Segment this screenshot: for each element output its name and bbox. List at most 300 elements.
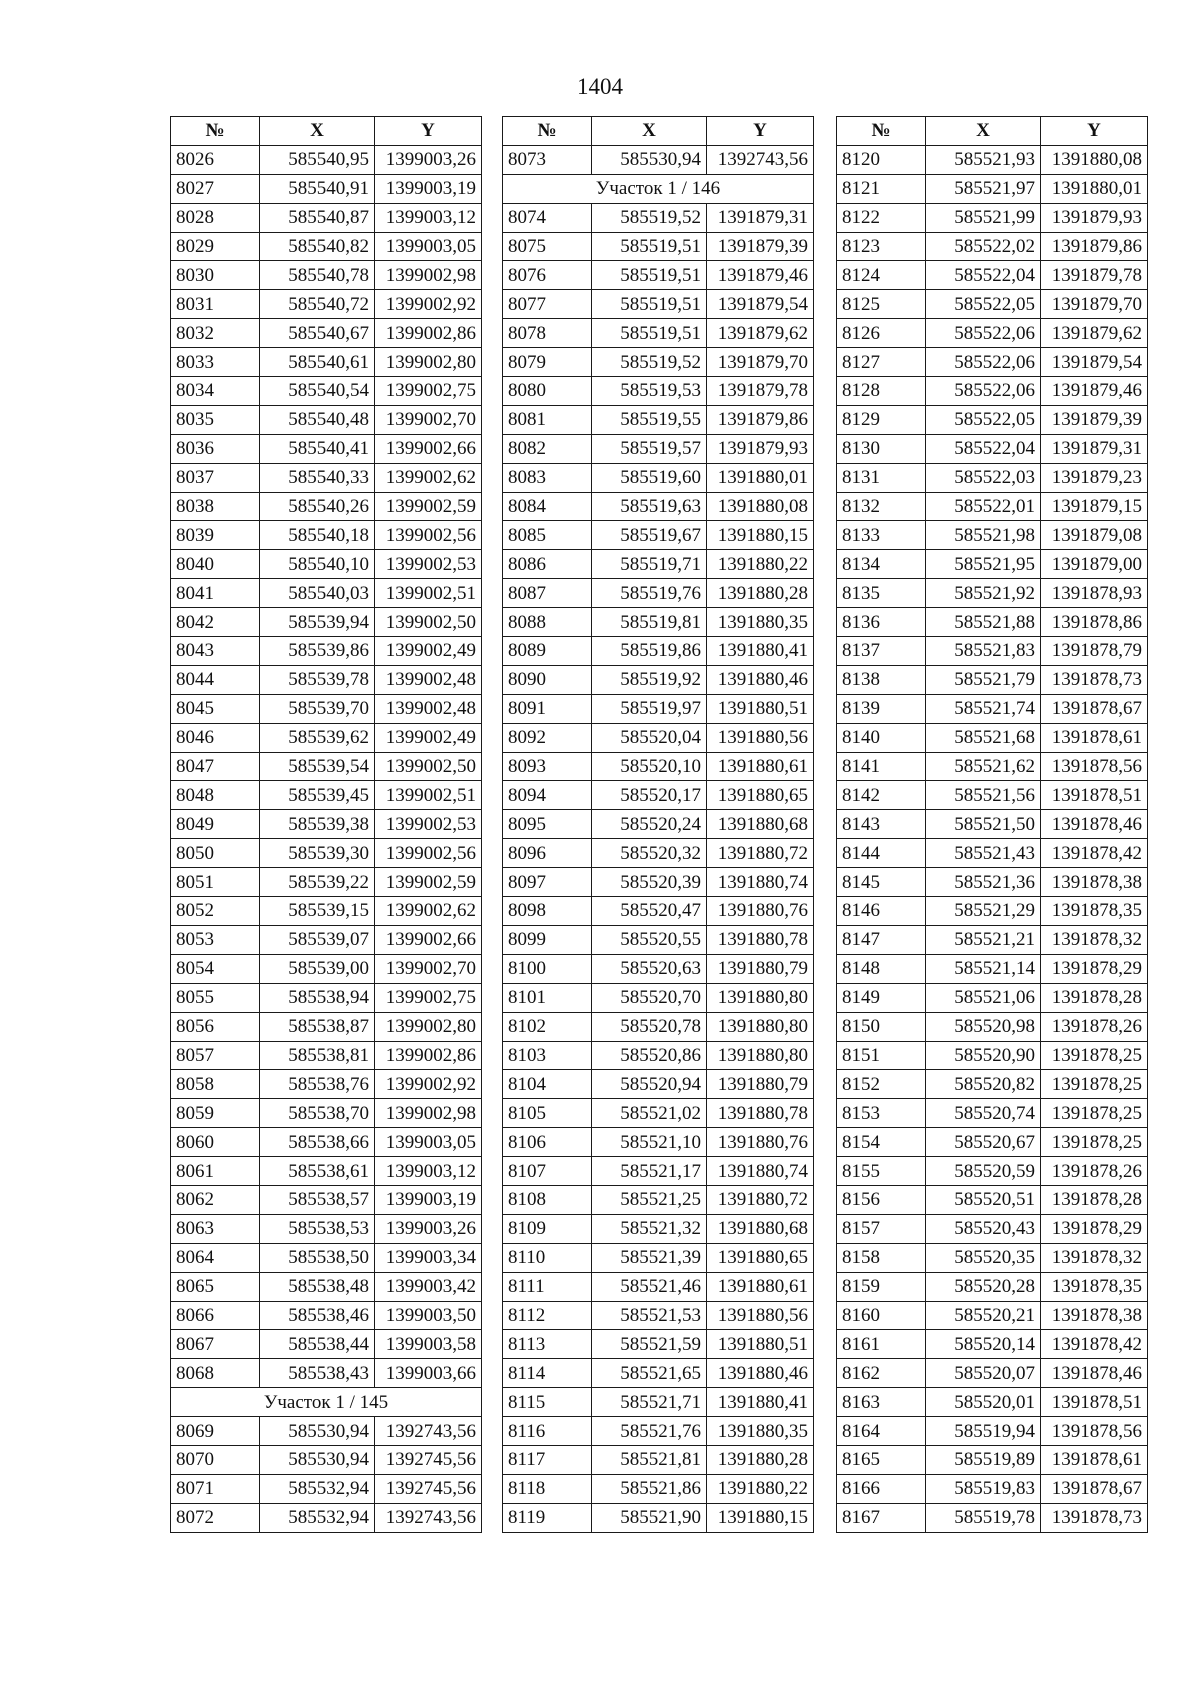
point-number-cell: 8100 bbox=[503, 954, 592, 983]
point-number-cell: 8030 bbox=[171, 261, 260, 290]
table-row bbox=[503, 723, 814, 752]
point-number-cell: 8075 bbox=[503, 232, 592, 261]
x-coordinate-cell: 585520,98 bbox=[926, 1012, 1041, 1041]
table-row bbox=[171, 925, 482, 954]
point-number-cell: 8060 bbox=[171, 1128, 260, 1157]
x-coordinate-cell: 585522,06 bbox=[926, 377, 1041, 406]
y-coordinate-cell: 1391878,35 bbox=[1041, 897, 1148, 926]
y-coordinate-cell: 1399002,49 bbox=[375, 723, 482, 752]
y-coordinate-cell: 1391878,73 bbox=[1041, 665, 1148, 694]
y-coordinate-cell: 1399002,86 bbox=[375, 319, 482, 348]
y-coordinate-cell: 1391880,76 bbox=[707, 1128, 814, 1157]
y-coordinate-cell: 1391879,54 bbox=[707, 290, 814, 319]
table-row bbox=[503, 405, 814, 434]
x-coordinate-cell: 585521,83 bbox=[926, 637, 1041, 666]
point-number-cell: 8036 bbox=[171, 434, 260, 463]
y-coordinate-cell: 1399002,48 bbox=[375, 665, 482, 694]
x-coordinate-cell: 585521,68 bbox=[926, 723, 1041, 752]
point-number-cell: 8054 bbox=[171, 954, 260, 983]
x-coordinate-cell: 585519,51 bbox=[592, 319, 707, 348]
y-coordinate-cell: 1399002,51 bbox=[375, 781, 482, 810]
y-coordinate-cell: 1391880,01 bbox=[707, 463, 814, 492]
y-coordinate-cell: 1391880,72 bbox=[707, 1185, 814, 1214]
y-coordinate-cell: 1391878,46 bbox=[1041, 810, 1148, 839]
x-coordinate-cell: 585520,94 bbox=[592, 1070, 707, 1099]
point-number-cell: 8138 bbox=[837, 665, 926, 694]
y-coordinate-cell: 1392745,56 bbox=[375, 1445, 482, 1474]
point-number-cell: 8031 bbox=[171, 290, 260, 319]
point-number-cell: 8057 bbox=[171, 1041, 260, 1070]
header-number: № bbox=[503, 117, 592, 146]
point-number-cell: 8063 bbox=[171, 1214, 260, 1243]
table-row bbox=[503, 579, 814, 608]
table-row bbox=[503, 1301, 814, 1330]
point-number-cell: 8079 bbox=[503, 348, 592, 377]
y-coordinate-cell: 1391880,56 bbox=[707, 1301, 814, 1330]
table-row bbox=[503, 1445, 814, 1474]
x-coordinate-cell: 585519,97 bbox=[592, 694, 707, 723]
x-coordinate-cell: 585521,95 bbox=[926, 550, 1041, 579]
table-row bbox=[837, 810, 1148, 839]
x-coordinate-cell: 585538,48 bbox=[260, 1272, 375, 1301]
x-coordinate-cell: 585530,94 bbox=[260, 1417, 375, 1446]
point-number-cell: 8163 bbox=[837, 1388, 926, 1417]
table-row bbox=[503, 1157, 814, 1186]
y-coordinate-cell: 1391878,56 bbox=[1041, 1417, 1148, 1446]
point-number-cell: 8154 bbox=[837, 1128, 926, 1157]
y-coordinate-cell: 1391879,78 bbox=[1041, 261, 1148, 290]
x-coordinate-cell: 585520,51 bbox=[926, 1185, 1041, 1214]
table-row bbox=[837, 1474, 1148, 1503]
y-coordinate-cell: 1399002,92 bbox=[375, 1070, 482, 1099]
point-number-cell: 8129 bbox=[837, 405, 926, 434]
x-coordinate-cell: 585520,82 bbox=[926, 1070, 1041, 1099]
y-coordinate-cell: 1399002,56 bbox=[375, 839, 482, 868]
header-number: № bbox=[837, 117, 926, 146]
point-number-cell: 8150 bbox=[837, 1012, 926, 1041]
point-number-cell: 8068 bbox=[171, 1359, 260, 1388]
table-row bbox=[171, 1012, 482, 1041]
y-coordinate-cell: 1391879,08 bbox=[1041, 521, 1148, 550]
point-number-cell: 8131 bbox=[837, 463, 926, 492]
x-coordinate-cell: 585540,82 bbox=[260, 232, 375, 261]
x-coordinate-cell: 585519,67 bbox=[592, 521, 707, 550]
y-coordinate-cell: 1392743,56 bbox=[375, 1503, 482, 1532]
y-coordinate-cell: 1391878,25 bbox=[1041, 1070, 1148, 1099]
x-coordinate-cell: 585540,48 bbox=[260, 405, 375, 434]
table-row bbox=[503, 983, 814, 1012]
x-coordinate-cell: 585521,32 bbox=[592, 1214, 707, 1243]
x-coordinate-cell: 585538,94 bbox=[260, 983, 375, 1012]
point-number-cell: 8148 bbox=[837, 954, 926, 983]
x-coordinate-cell: 585539,00 bbox=[260, 954, 375, 983]
x-coordinate-cell: 585540,87 bbox=[260, 203, 375, 232]
y-coordinate-cell: 1399003,26 bbox=[375, 145, 482, 174]
point-number-cell: 8096 bbox=[503, 839, 592, 868]
y-coordinate-cell: 1399003,50 bbox=[375, 1301, 482, 1330]
point-number-cell: 8058 bbox=[171, 1070, 260, 1099]
table-row bbox=[837, 1503, 1148, 1532]
x-coordinate-cell: 585520,70 bbox=[592, 983, 707, 1012]
point-number-cell: 8065 bbox=[171, 1272, 260, 1301]
y-coordinate-cell: 1391880,22 bbox=[707, 550, 814, 579]
table-row bbox=[171, 261, 482, 290]
point-number-cell: 8135 bbox=[837, 579, 926, 608]
table-row bbox=[837, 348, 1148, 377]
point-number-cell: 8103 bbox=[503, 1041, 592, 1070]
y-coordinate-cell: 1391880,79 bbox=[707, 954, 814, 983]
point-number-cell: 8120 bbox=[837, 145, 926, 174]
table-row bbox=[503, 925, 814, 954]
point-number-cell: 8072 bbox=[171, 1503, 260, 1532]
point-number-cell: 8039 bbox=[171, 521, 260, 550]
y-coordinate-cell: 1391880,61 bbox=[707, 1272, 814, 1301]
x-coordinate-cell: 585521,76 bbox=[592, 1417, 707, 1446]
x-coordinate-cell: 585522,03 bbox=[926, 463, 1041, 492]
y-coordinate-cell: 1399003,12 bbox=[375, 203, 482, 232]
point-number-cell: 8146 bbox=[837, 897, 926, 926]
x-coordinate-cell: 585520,35 bbox=[926, 1243, 1041, 1272]
x-coordinate-cell: 585519,76 bbox=[592, 579, 707, 608]
table-row bbox=[503, 665, 814, 694]
point-number-cell: 8076 bbox=[503, 261, 592, 290]
table-row bbox=[503, 781, 814, 810]
table-row bbox=[837, 752, 1148, 781]
table-row bbox=[837, 1070, 1148, 1099]
x-coordinate-cell: 585520,17 bbox=[592, 781, 707, 810]
y-coordinate-cell: 1391879,62 bbox=[707, 319, 814, 348]
point-number-cell: 8159 bbox=[837, 1272, 926, 1301]
page-number: 1404 bbox=[577, 74, 623, 99]
table-row bbox=[171, 521, 482, 550]
point-number-cell: 8137 bbox=[837, 637, 926, 666]
x-coordinate-cell: 585538,57 bbox=[260, 1185, 375, 1214]
y-coordinate-cell: 1391878,26 bbox=[1041, 1157, 1148, 1186]
table-row bbox=[503, 897, 814, 926]
coordinates-table-1 bbox=[170, 116, 482, 1533]
y-coordinate-cell: 1399002,66 bbox=[375, 434, 482, 463]
table-row bbox=[837, 319, 1148, 348]
point-number-cell: 8162 bbox=[837, 1359, 926, 1388]
y-coordinate-cell: 1391878,61 bbox=[1041, 723, 1148, 752]
table-row bbox=[171, 550, 482, 579]
y-coordinate-cell: 1391879,93 bbox=[707, 434, 814, 463]
x-coordinate-cell: 585539,45 bbox=[260, 781, 375, 810]
y-coordinate-cell: 1399003,66 bbox=[375, 1359, 482, 1388]
table-row bbox=[837, 868, 1148, 897]
x-coordinate-cell: 585538,44 bbox=[260, 1330, 375, 1359]
table-row bbox=[171, 781, 482, 810]
y-coordinate-cell: 1391878,67 bbox=[1041, 694, 1148, 723]
point-number-cell: 8073 bbox=[503, 145, 592, 174]
x-coordinate-cell: 585538,50 bbox=[260, 1243, 375, 1272]
y-coordinate-cell: 1399002,50 bbox=[375, 608, 482, 637]
table-row bbox=[837, 1243, 1148, 1272]
point-number-cell: 8026 bbox=[171, 145, 260, 174]
y-coordinate-cell: 1391879,86 bbox=[1041, 232, 1148, 261]
y-coordinate-cell: 1399002,48 bbox=[375, 694, 482, 723]
point-number-cell: 8038 bbox=[171, 492, 260, 521]
table-row bbox=[171, 579, 482, 608]
table-row bbox=[837, 145, 1148, 174]
table-row bbox=[171, 1243, 482, 1272]
point-number-cell: 8081 bbox=[503, 405, 592, 434]
point-number-cell: 8064 bbox=[171, 1243, 260, 1272]
x-coordinate-cell: 585540,54 bbox=[260, 377, 375, 406]
y-coordinate-cell: 1399003,58 bbox=[375, 1330, 482, 1359]
point-number-cell: 8109 bbox=[503, 1214, 592, 1243]
y-coordinate-cell: 1391878,28 bbox=[1041, 983, 1148, 1012]
x-coordinate-cell: 585540,72 bbox=[260, 290, 375, 319]
point-number-cell: 8164 bbox=[837, 1417, 926, 1446]
x-coordinate-cell: 585521,02 bbox=[592, 1099, 707, 1128]
x-coordinate-cell: 585519,51 bbox=[592, 232, 707, 261]
table-row bbox=[837, 290, 1148, 319]
y-coordinate-cell: 1391880,08 bbox=[707, 492, 814, 521]
point-number-cell: 8047 bbox=[171, 752, 260, 781]
point-number-cell: 8078 bbox=[503, 319, 592, 348]
point-number-cell: 8094 bbox=[503, 781, 592, 810]
header-number: № bbox=[171, 117, 260, 146]
y-coordinate-cell: 1391878,42 bbox=[1041, 839, 1148, 868]
x-coordinate-cell: 585521,97 bbox=[926, 174, 1041, 203]
x-coordinate-cell: 585521,79 bbox=[926, 665, 1041, 694]
point-number-cell: 8061 bbox=[171, 1157, 260, 1186]
x-coordinate-cell: 585521,88 bbox=[926, 608, 1041, 637]
point-number-cell: 8051 bbox=[171, 868, 260, 897]
table-row bbox=[503, 232, 814, 261]
x-coordinate-cell: 585521,21 bbox=[926, 925, 1041, 954]
point-number-cell: 8041 bbox=[171, 579, 260, 608]
x-coordinate-cell: 585521,93 bbox=[926, 145, 1041, 174]
point-number-cell: 8085 bbox=[503, 521, 592, 550]
y-coordinate-cell: 1391880,78 bbox=[707, 1099, 814, 1128]
x-coordinate-cell: 585539,94 bbox=[260, 608, 375, 637]
table-row bbox=[171, 348, 482, 377]
table-row bbox=[171, 1157, 482, 1186]
point-number-cell: 8070 bbox=[171, 1445, 260, 1474]
point-number-cell: 8136 bbox=[837, 608, 926, 637]
point-number-cell: 8049 bbox=[171, 810, 260, 839]
point-number-cell: 8104 bbox=[503, 1070, 592, 1099]
y-coordinate-cell: 1399002,59 bbox=[375, 868, 482, 897]
section-row bbox=[171, 1388, 482, 1417]
point-number-cell: 8155 bbox=[837, 1157, 926, 1186]
y-coordinate-cell: 1391879,46 bbox=[1041, 377, 1148, 406]
x-coordinate-cell: 585530,94 bbox=[260, 1445, 375, 1474]
x-coordinate-cell: 585539,62 bbox=[260, 723, 375, 752]
y-coordinate-cell: 1391880,15 bbox=[707, 1503, 814, 1532]
table-row bbox=[837, 1157, 1148, 1186]
x-coordinate-cell: 585521,25 bbox=[592, 1185, 707, 1214]
x-coordinate-cell: 585520,07 bbox=[926, 1359, 1041, 1388]
y-coordinate-cell: 1391880,56 bbox=[707, 723, 814, 752]
point-number-cell: 8113 bbox=[503, 1330, 592, 1359]
x-coordinate-cell: 585532,94 bbox=[260, 1474, 375, 1503]
point-number-cell: 8108 bbox=[503, 1185, 592, 1214]
y-coordinate-cell: 1391880,46 bbox=[707, 665, 814, 694]
x-coordinate-cell: 585521,71 bbox=[592, 1388, 707, 1417]
point-number-cell: 8139 bbox=[837, 694, 926, 723]
table-row bbox=[837, 839, 1148, 868]
point-number-cell: 8106 bbox=[503, 1128, 592, 1157]
y-coordinate-cell: 1391880,61 bbox=[707, 752, 814, 781]
y-coordinate-cell: 1391879,78 bbox=[707, 377, 814, 406]
x-coordinate-cell: 585521,74 bbox=[926, 694, 1041, 723]
point-number-cell: 8143 bbox=[837, 810, 926, 839]
y-coordinate-cell: 1391878,46 bbox=[1041, 1359, 1148, 1388]
table-row bbox=[171, 752, 482, 781]
x-coordinate-cell: 585520,90 bbox=[926, 1041, 1041, 1070]
table-row bbox=[503, 145, 814, 174]
table-row bbox=[503, 348, 814, 377]
y-coordinate-cell: 1391880,35 bbox=[707, 608, 814, 637]
y-coordinate-cell: 1391880,68 bbox=[707, 1214, 814, 1243]
point-number-cell: 8132 bbox=[837, 492, 926, 521]
point-number-cell: 8077 bbox=[503, 290, 592, 319]
table-row bbox=[503, 954, 814, 983]
table-row bbox=[837, 694, 1148, 723]
point-number-cell: 8111 bbox=[503, 1272, 592, 1301]
x-coordinate-cell: 585521,10 bbox=[592, 1128, 707, 1157]
y-coordinate-cell: 1399003,26 bbox=[375, 1214, 482, 1243]
section-label: Участок 1 / 146 bbox=[503, 174, 814, 203]
point-number-cell: 8092 bbox=[503, 723, 592, 752]
x-coordinate-cell: 585521,98 bbox=[926, 521, 1041, 550]
y-coordinate-cell: 1391879,31 bbox=[707, 203, 814, 232]
y-coordinate-cell: 1399003,34 bbox=[375, 1243, 482, 1272]
y-coordinate-cell: 1391879,54 bbox=[1041, 348, 1148, 377]
y-coordinate-cell: 1391878,25 bbox=[1041, 1041, 1148, 1070]
table-row bbox=[171, 868, 482, 897]
table-row bbox=[503, 1041, 814, 1070]
table-row bbox=[171, 377, 482, 406]
y-coordinate-cell: 1391879,00 bbox=[1041, 550, 1148, 579]
table-row bbox=[837, 1012, 1148, 1041]
point-number-cell: 8066 bbox=[171, 1301, 260, 1330]
y-coordinate-cell: 1391880,65 bbox=[707, 781, 814, 810]
table-row bbox=[837, 232, 1148, 261]
table-row bbox=[837, 1388, 1148, 1417]
table-row bbox=[837, 174, 1148, 203]
x-coordinate-cell: 585521,14 bbox=[926, 954, 1041, 983]
y-coordinate-cell: 1392745,56 bbox=[375, 1474, 482, 1503]
table-row bbox=[503, 261, 814, 290]
point-number-cell: 8042 bbox=[171, 608, 260, 637]
y-coordinate-cell: 1391880,35 bbox=[707, 1417, 814, 1446]
point-number-cell: 8140 bbox=[837, 723, 926, 752]
x-coordinate-cell: 585539,78 bbox=[260, 665, 375, 694]
y-coordinate-cell: 1392743,56 bbox=[707, 145, 814, 174]
table-row bbox=[503, 694, 814, 723]
x-coordinate-cell: 585520,47 bbox=[592, 897, 707, 926]
table-row bbox=[837, 1301, 1148, 1330]
x-coordinate-cell: 585520,10 bbox=[592, 752, 707, 781]
y-coordinate-cell: 1399002,98 bbox=[375, 261, 482, 290]
y-coordinate-cell: 1391879,23 bbox=[1041, 463, 1148, 492]
section-row bbox=[503, 174, 814, 203]
y-coordinate-cell: 1399002,70 bbox=[375, 954, 482, 983]
point-number-cell: 8044 bbox=[171, 665, 260, 694]
y-coordinate-cell: 1391878,73 bbox=[1041, 1503, 1148, 1532]
x-coordinate-cell: 585519,60 bbox=[592, 463, 707, 492]
point-number-cell: 8099 bbox=[503, 925, 592, 954]
point-number-cell: 8125 bbox=[837, 290, 926, 319]
x-coordinate-cell: 585539,07 bbox=[260, 925, 375, 954]
table-row bbox=[171, 1503, 482, 1532]
coordinates-table-3 bbox=[836, 116, 1148, 1533]
point-number-cell: 8147 bbox=[837, 925, 926, 954]
y-coordinate-cell: 1399002,92 bbox=[375, 290, 482, 319]
x-coordinate-cell: 585521,53 bbox=[592, 1301, 707, 1330]
x-coordinate-cell: 585520,78 bbox=[592, 1012, 707, 1041]
y-coordinate-cell: 1399002,70 bbox=[375, 405, 482, 434]
point-number-cell: 8158 bbox=[837, 1243, 926, 1272]
table-row bbox=[171, 319, 482, 348]
point-number-cell: 8161 bbox=[837, 1330, 926, 1359]
y-coordinate-cell: 1399003,19 bbox=[375, 174, 482, 203]
y-coordinate-cell: 1391880,65 bbox=[707, 1243, 814, 1272]
y-coordinate-cell: 1391880,79 bbox=[707, 1070, 814, 1099]
table-row bbox=[837, 954, 1148, 983]
table-row bbox=[171, 1128, 482, 1157]
table-row bbox=[503, 608, 814, 637]
table-row bbox=[171, 1417, 482, 1446]
table-header-row bbox=[503, 117, 814, 146]
point-number-cell: 8028 bbox=[171, 203, 260, 232]
x-coordinate-cell: 585540,67 bbox=[260, 319, 375, 348]
point-number-cell: 8088 bbox=[503, 608, 592, 637]
x-coordinate-cell: 585519,52 bbox=[592, 348, 707, 377]
y-coordinate-cell: 1399002,75 bbox=[375, 377, 482, 406]
table-row bbox=[503, 550, 814, 579]
table-row bbox=[171, 1272, 482, 1301]
x-coordinate-cell: 585522,04 bbox=[926, 434, 1041, 463]
x-coordinate-cell: 585521,65 bbox=[592, 1359, 707, 1388]
x-coordinate-cell: 585520,28 bbox=[926, 1272, 1041, 1301]
table-row bbox=[503, 839, 814, 868]
point-number-cell: 8166 bbox=[837, 1474, 926, 1503]
y-coordinate-cell: 1391878,93 bbox=[1041, 579, 1148, 608]
y-coordinate-cell: 1399002,98 bbox=[375, 1099, 482, 1128]
x-coordinate-cell: 585522,04 bbox=[926, 261, 1041, 290]
point-number-cell: 8145 bbox=[837, 868, 926, 897]
y-coordinate-cell: 1391878,42 bbox=[1041, 1330, 1148, 1359]
table-row bbox=[171, 1099, 482, 1128]
point-number-cell: 8153 bbox=[837, 1099, 926, 1128]
point-number-cell: 8105 bbox=[503, 1099, 592, 1128]
x-coordinate-cell: 585522,06 bbox=[926, 348, 1041, 377]
table-row bbox=[503, 1330, 814, 1359]
table-row bbox=[837, 608, 1148, 637]
x-coordinate-cell: 585519,57 bbox=[592, 434, 707, 463]
point-number-cell: 8045 bbox=[171, 694, 260, 723]
table-row bbox=[837, 377, 1148, 406]
x-coordinate-cell: 585521,29 bbox=[926, 897, 1041, 926]
y-coordinate-cell: 1391878,67 bbox=[1041, 1474, 1148, 1503]
y-coordinate-cell: 1391878,51 bbox=[1041, 781, 1148, 810]
y-coordinate-cell: 1391878,32 bbox=[1041, 925, 1148, 954]
header-y: Y bbox=[375, 117, 482, 146]
table-row bbox=[503, 1417, 814, 1446]
table-row bbox=[503, 1099, 814, 1128]
table-row bbox=[503, 434, 814, 463]
table-row bbox=[837, 1330, 1148, 1359]
table-row bbox=[503, 1474, 814, 1503]
y-coordinate-cell: 1399003,19 bbox=[375, 1185, 482, 1214]
y-coordinate-cell: 1399002,53 bbox=[375, 550, 482, 579]
point-number-cell: 8141 bbox=[837, 752, 926, 781]
